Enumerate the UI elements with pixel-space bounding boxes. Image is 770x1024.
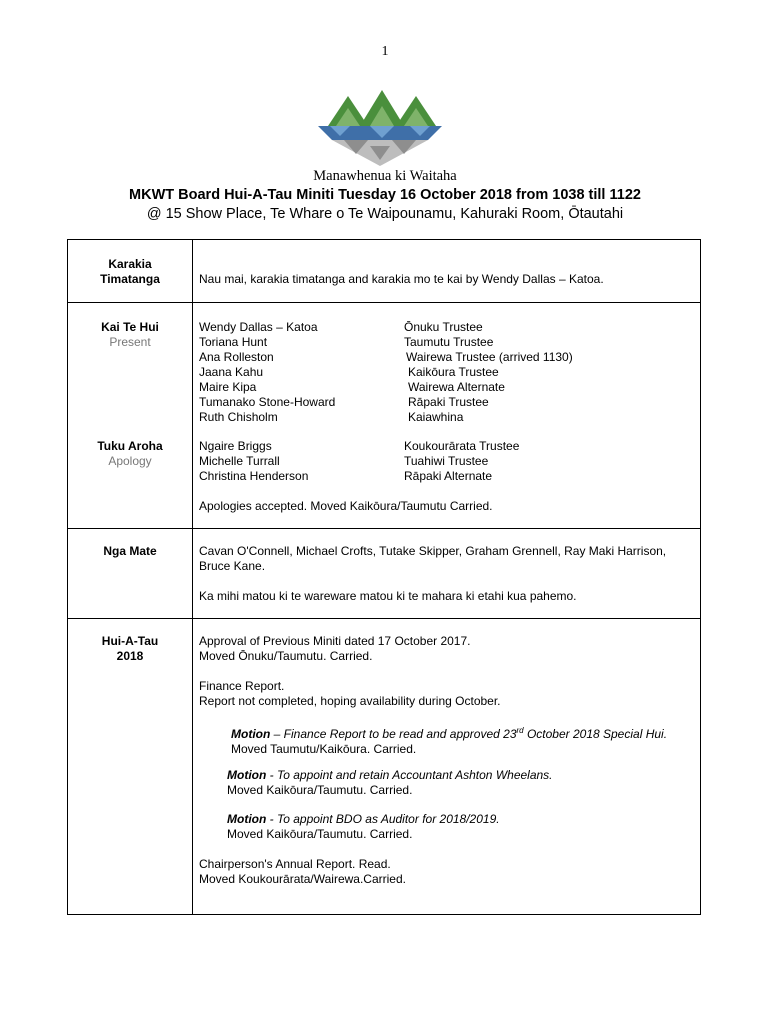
attendee-name: Jaana Kahu [199,365,264,379]
nga-mate-names: Cavan O'Connell, Michael Crofts, Tutake Skipper, Graham Grennell, Ray Maki Harrison, Bruce Kane. [199,544,667,573]
motion-finance: Motion – Finance Report to be read and approved 23rd October 2018 Special Hui. Moved Taumutu/Kaikōura. Carried. [231,726,668,756]
logo-water [318,126,442,140]
apology-note: Apologies accepted. Moved Kaikōura/Taumutu Carried. [199,499,493,513]
present-label: Kai Te Hui Present [101,320,159,349]
apology-roles [404,439,519,484]
manawhenua-logo [310,88,450,166]
hui-a-tau-label: Hui-A-Tau 2018 [101,634,159,663]
apology-name: Christina Henderson [199,469,309,483]
logo-reflection [332,140,428,166]
present-names [199,320,335,425]
attendee-name: Ana Rolleston [199,350,274,364]
attendee-name: Wendy Dallas – Katoa [199,320,318,334]
attendee-name: Toriana Hunt [199,335,268,349]
document-title: MKWT Board Hui-A-Tau Miniti Tuesday 16 October 2018 from 1038 till 1122 [129,187,641,203]
attendee-name: Maire Kipa [199,380,257,394]
attendee-name: Ruth Chisholm [199,410,278,424]
minutes-table [67,239,701,915]
row-divider [68,618,700,619]
row-divider [68,528,700,529]
apology-names [199,439,308,484]
motion-accountant: Motion - To appoint and retain Accountant Ashton Wheelans. Moved Kaikōura/Taumutu. Carried. [227,768,553,797]
document-subtitle: @ 15 Show Place, Te Whare o Te Waipounamu, Kahuraki Room, Ōtautahi [146,206,624,222]
attendee-role: Ōnuku Trustee [404,320,483,334]
karakia-label: Karakia Timatanga [100,257,160,286]
attendee-role: Kaikōura Trustee [408,365,499,379]
apology-label: Tuku Aroha Apology [97,439,163,468]
apology-name: Michelle Turrall [199,454,280,468]
apology-role: Tuahiwi Trustee [404,454,489,468]
karakia-text: Nau mai, karakia timatanga and karakia mo te kai by Wendy Dallas – Katoa. [199,272,604,286]
logo-mountains [328,90,436,126]
apology-role: Rāpaki Alternate [404,469,493,483]
nga-mate-label: Nga Mate [103,544,157,558]
page-number: 1 [381,44,389,59]
nga-mate-tribute: Ka mihi matou ki te wareware matou ki te mahara ki etahi kua pahemo. [199,589,577,603]
attendee-role: Wairewa Alternate [408,380,505,394]
previous-minutes: Approval of Previous Miniti dated 17 October 2017. Moved Ōnuku/Taumutu. Carried. [199,634,471,663]
attendee-role: Rāpaki Trustee [408,395,489,409]
chairperson-report: Chairperson's Annual Report. Read. Moved Koukourārata/Wairewa.Carried. [199,857,406,886]
finance-report: Finance Report. Report not completed, hoping availability during October. [199,679,501,708]
column-divider [192,240,193,914]
present-roles [404,320,573,425]
attendee-role: Taumutu Trustee [404,335,494,349]
attendee-name: Tumanako Stone-Howard [199,395,336,409]
row-divider [68,302,700,303]
organisation-name: Manawhenua ki Waitaha [313,168,457,184]
attendee-role: Kaiawhina [408,410,464,424]
apology-role: Koukourārata Trustee [404,439,520,453]
motion-auditor: Motion - To appoint BDO as Auditor for 2018/2019. Moved Kaikōura/Taumutu. Carried. [227,812,500,841]
attendee-role: Wairewa Trustee (arrived 1130) [406,350,573,364]
apology-name: Ngaire Briggs [199,439,272,453]
